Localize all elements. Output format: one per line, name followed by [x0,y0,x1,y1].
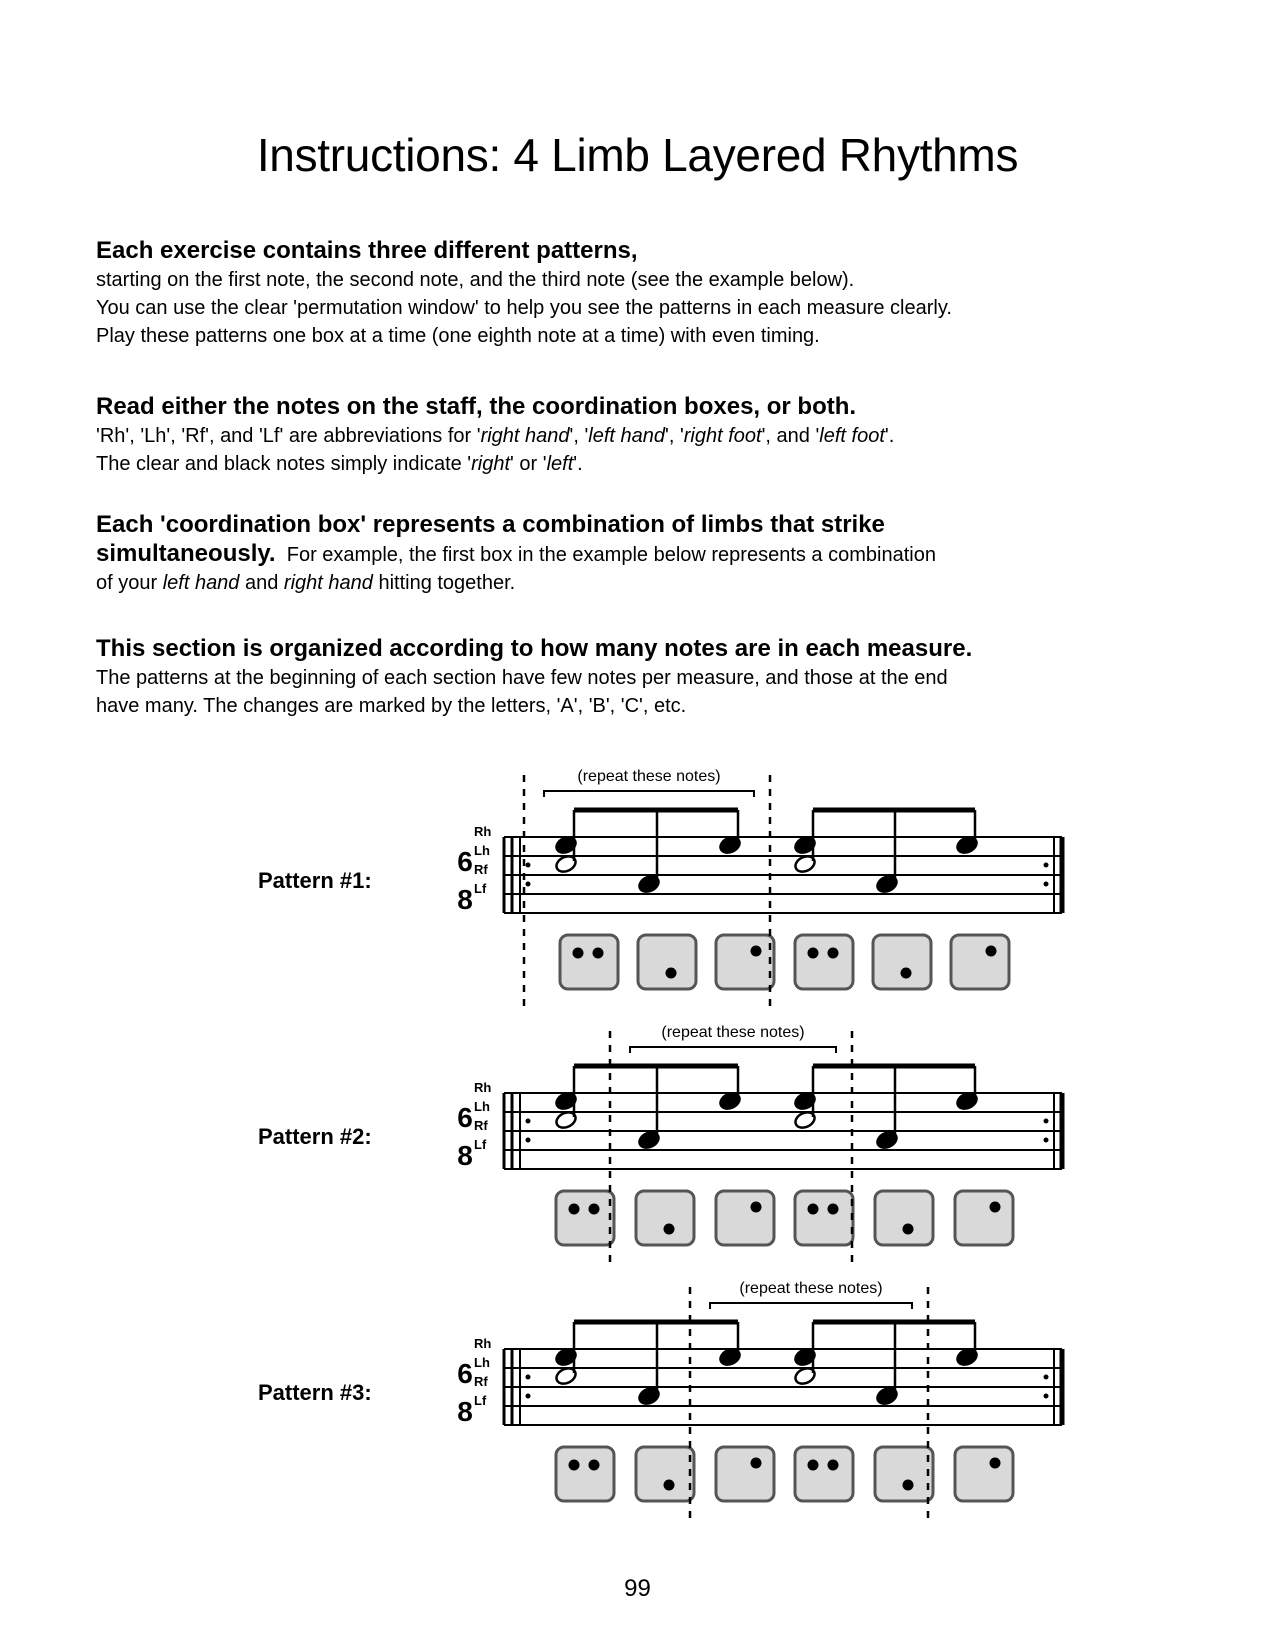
page-title: Instructions: 4 Limb Layered Rhythms [256,129,1019,181]
repeat-label: (repeat these notes) [577,768,721,785]
box-dot [828,1204,839,1215]
limb-label: Lf [474,1137,487,1152]
coordination-box [560,935,618,989]
filled-notehead [637,1129,661,1150]
repeat-dot [1044,1138,1049,1143]
box-dot [808,1204,819,1215]
limb-label: Lf [474,1393,487,1408]
box-dot [569,1204,580,1215]
coordination-box [716,935,774,989]
filled-notehead [875,1129,899,1150]
coordination-box [951,935,1009,989]
section-heading: Read either the notes on the staff, the coordination boxes, or both. [96,393,857,420]
box-dot [569,1460,580,1471]
filled-notehead [793,1346,817,1367]
coordination-box [955,1191,1013,1245]
box-dot [990,1202,1001,1213]
filled-notehead [554,1346,578,1367]
box-dot [990,1458,1001,1469]
pattern-1-label: Pattern #1: [258,868,372,893]
repeat-dot [526,1394,531,1399]
box-dot [751,1458,762,1469]
filled-notehead [875,1385,899,1406]
limb-label: Lh [474,843,490,858]
page-number: 99 [624,1575,651,1602]
box-dot [593,948,604,959]
box-dot [666,968,677,979]
hollow-notehead [554,853,578,874]
limb-label: Lf [474,881,487,896]
body-line: The clear and black notes simply indicate 'right' or 'left'. [96,453,583,475]
box-dot [903,1480,914,1491]
coordination-box [638,935,696,989]
filled-notehead [637,1385,661,1406]
filled-notehead [875,873,899,894]
box-dot [828,1460,839,1471]
box-dot [901,968,912,979]
coordination-box [873,935,931,989]
repeat-dot [1044,1394,1049,1399]
limb-label: Lh [474,1355,490,1370]
filled-notehead [955,1346,979,1367]
filled-notehead [793,834,817,855]
filled-notehead [793,1090,817,1111]
hollow-notehead [554,1365,578,1386]
time-signature-bottom: 8 [457,884,473,915]
body-line: The patterns at the beginning of each section have few notes per measure, and those at the end [96,667,948,689]
repeat-bracket [630,1047,836,1053]
repeat-bracket [544,791,754,797]
limb-label: Rh [474,1336,492,1351]
body-line: You can use the clear 'permutation window' to help you see the patterns in each measure clearly. [96,297,952,319]
time-signature-bottom: 8 [457,1396,473,1427]
coordination-box [795,1191,853,1245]
body-line: have many. The changes are marked by the letters, 'A', 'B', 'C', etc. [96,695,687,717]
section-heading: Each exercise contains three different patterns, [96,237,638,264]
limb-label: Rf [474,862,488,877]
box-dot [751,946,762,957]
body-line: 'Rh', 'Lh', 'Rf', and 'Lf' are abbreviations for 'right hand', 'left hand', 'right foot', and 'left foot'. [96,425,895,447]
limb-label: Rh [474,1080,492,1095]
limb-label: Rh [474,824,492,839]
coordination-box [795,935,853,989]
box-dot [986,946,997,957]
time-signature-top: 6 [457,1358,473,1389]
repeat-label: (repeat these notes) [661,1024,805,1041]
repeat-dot [1044,1119,1049,1124]
coordination-box [556,1191,614,1245]
coordination-box [795,1447,853,1501]
repeat-bracket [710,1303,912,1309]
repeat-dot [1044,863,1049,868]
section-coordination [96,510,1216,597]
box-dot [751,1202,762,1213]
hollow-notehead [793,1365,817,1386]
coordination-box [875,1447,933,1501]
section-heading: This section is organized according to how many notes are in each measure. [96,635,973,662]
body-line: starting on the first note, the second note, and the third note (see the example below). [96,269,855,291]
filled-notehead [955,834,979,855]
filled-notehead [554,834,578,855]
box-dot [664,1480,675,1491]
body-line: Play these patterns one box at a time (one eighth note at a time) with even timing. [96,325,820,347]
repeat-dot [526,1138,531,1143]
filled-notehead [554,1090,578,1111]
filled-notehead [955,1090,979,1111]
coordination-box [875,1191,933,1245]
limb-label: Rf [474,1118,488,1133]
hollow-notehead [793,1109,817,1130]
box-dot [808,948,819,959]
repeat-dot [1044,882,1049,887]
coordination-box [716,1191,774,1245]
section-heading: Each 'coordination box' represents a combination of limbs that strike [96,511,885,538]
body-line: of your left hand and right hand hitting together. [96,572,516,594]
coordination-box [716,1447,774,1501]
repeat-dot [1044,1375,1049,1380]
time-signature-top: 6 [457,846,473,877]
hollow-notehead [554,1109,578,1130]
time-signature-bottom: 8 [457,1140,473,1171]
repeat-dot [526,882,531,887]
repeat-dot [526,863,531,868]
repeat-label: (repeat these notes) [739,1280,883,1297]
box-dot [589,1204,600,1215]
repeat-dot [526,1119,531,1124]
time-signature-top: 6 [457,1102,473,1133]
filled-notehead [718,834,742,855]
limb-label: Rf [474,1374,488,1389]
box-dot [573,948,584,959]
filled-notehead [637,873,661,894]
box-dot [589,1460,600,1471]
coordination-box [636,1191,694,1245]
hollow-notehead [793,853,817,874]
pattern-3-label: Pattern #3: [258,1380,372,1405]
section-read [96,392,1216,478]
filled-notehead [718,1346,742,1367]
box-dot [828,948,839,959]
coordination-box [955,1447,1013,1501]
section-organization [96,634,1216,720]
section-patterns [96,236,1216,350]
box-dot [808,1460,819,1471]
filled-notehead [718,1090,742,1111]
coordination-box [556,1447,614,1501]
limb-label: Lh [474,1099,490,1114]
box-dot [664,1224,675,1235]
box-dot [903,1224,914,1235]
repeat-dot [526,1375,531,1380]
pattern-2-label: Pattern #2: [258,1124,372,1149]
body-line: simultaneously. For example, the first box in the example below represents a combination [96,540,936,567]
coordination-box [636,1447,694,1501]
